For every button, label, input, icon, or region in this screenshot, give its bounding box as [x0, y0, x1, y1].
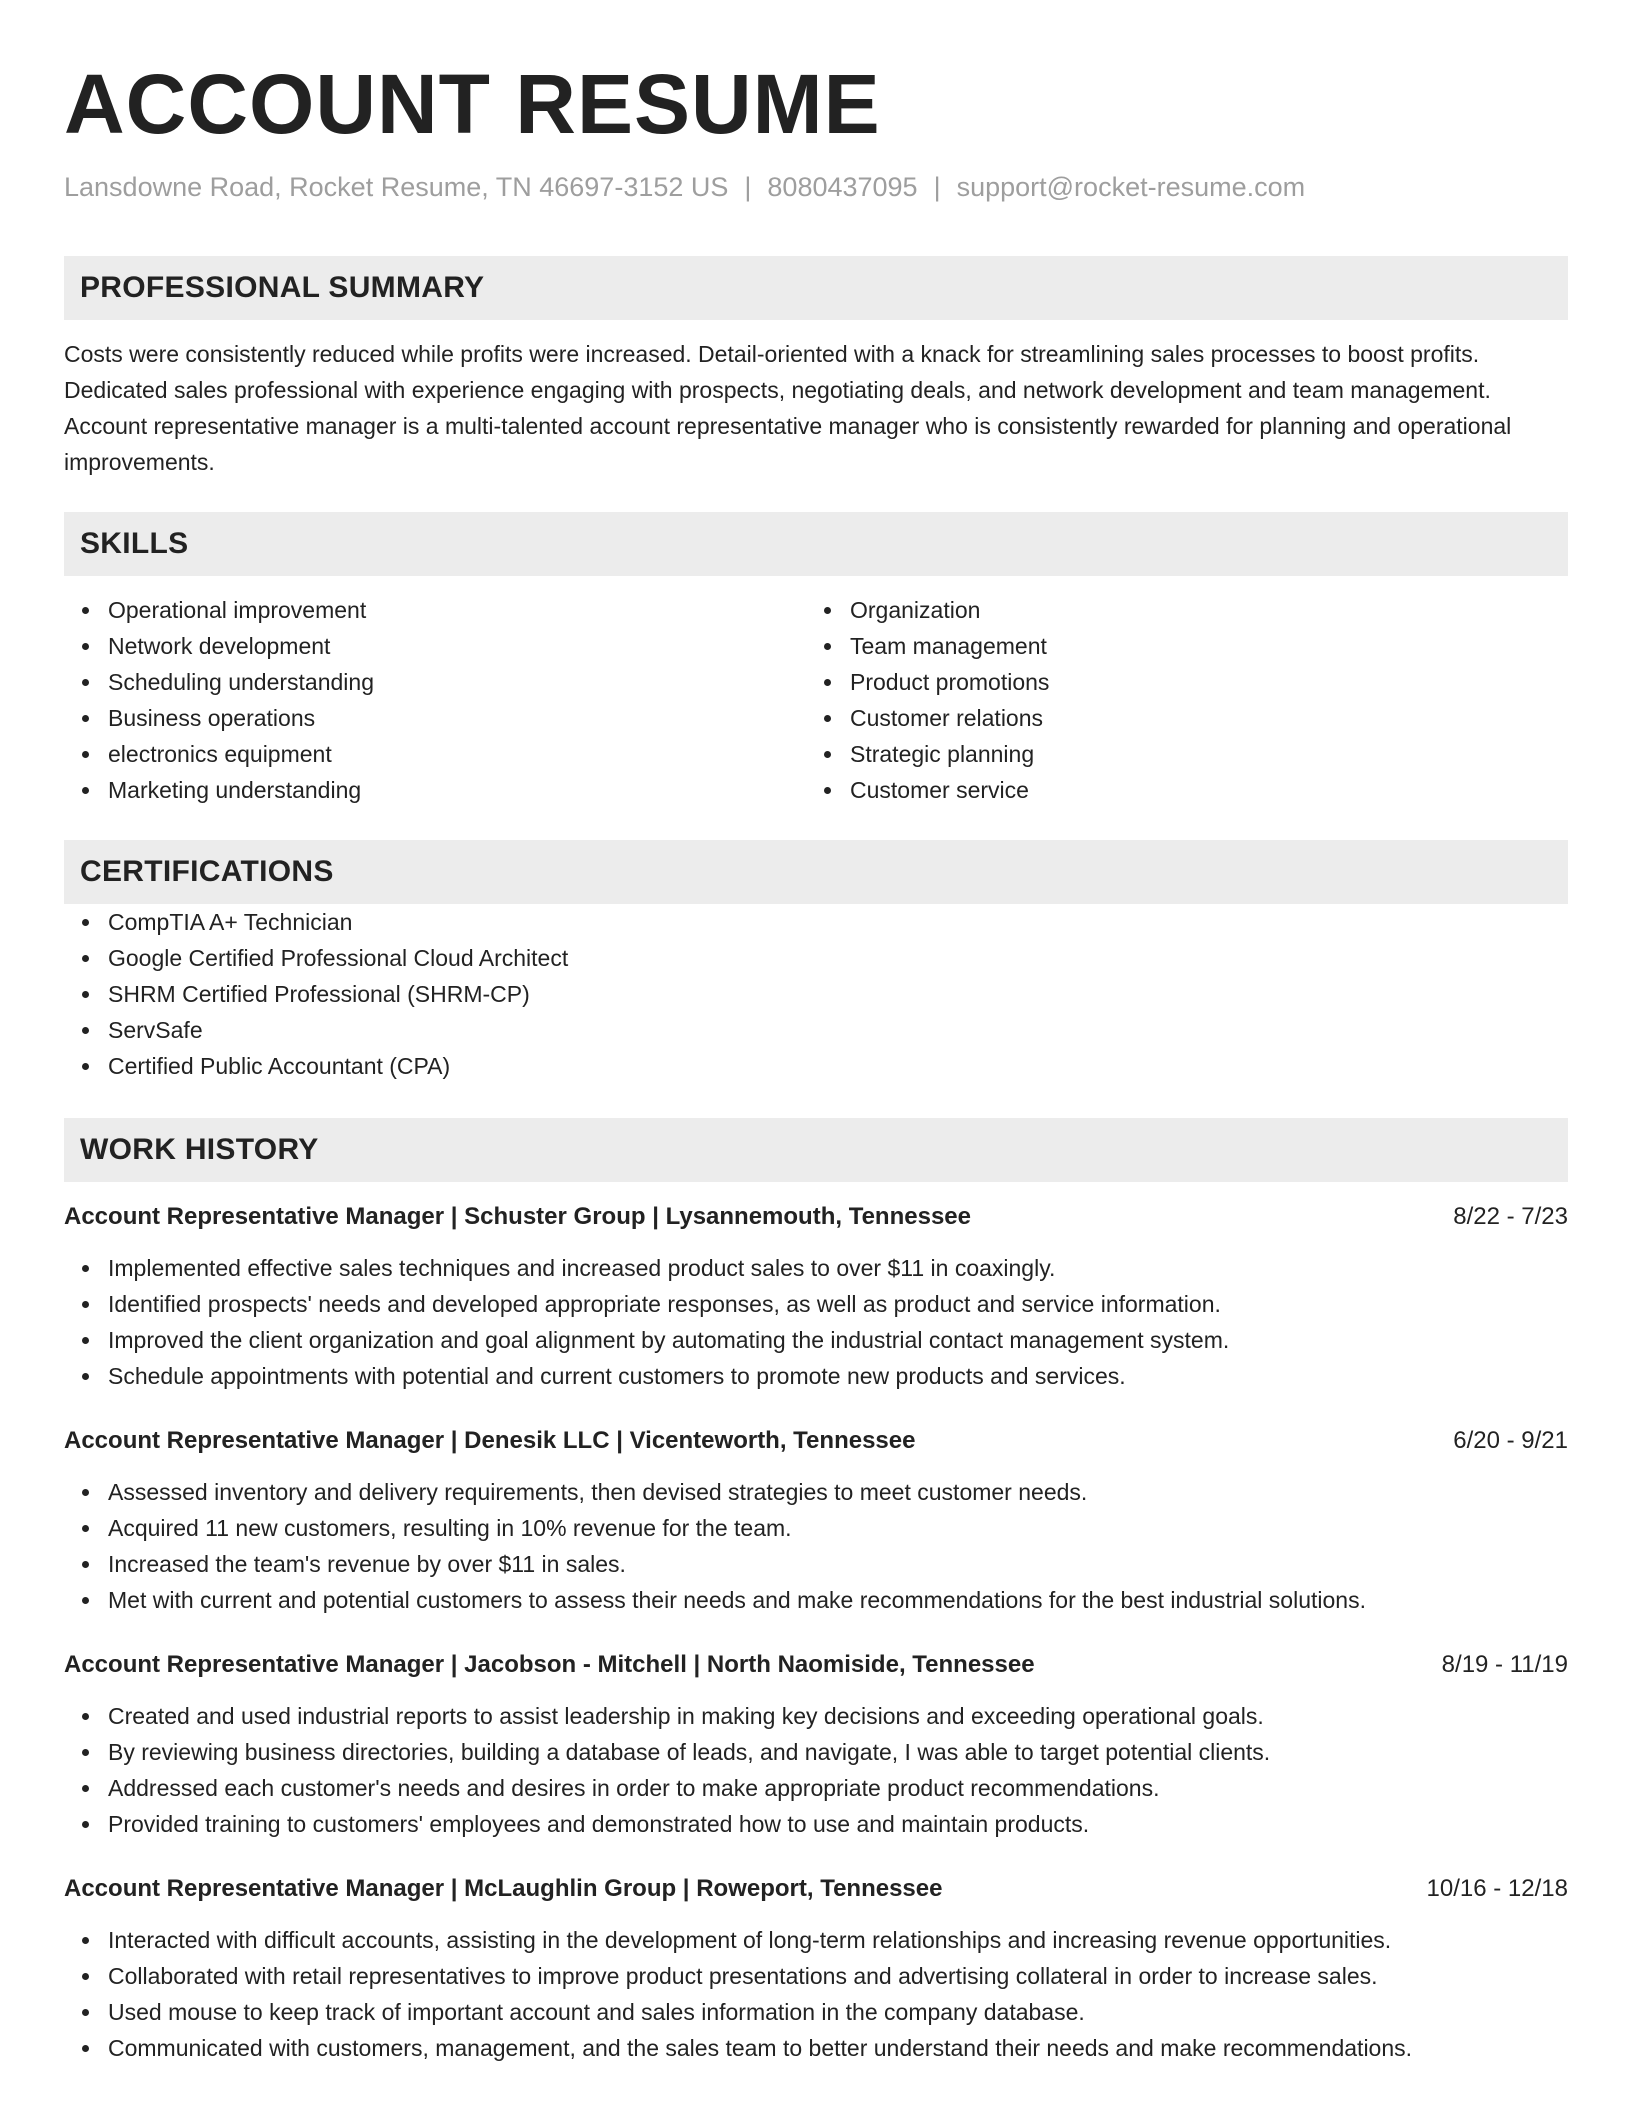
skills-list-left: [64, 592, 806, 808]
skill-item: Scheduling understanding: [108, 664, 806, 700]
job-bullet: Collaborated with retail representatives to improve product presentations and advertising collateral in order to increase sales.: [108, 1958, 1568, 1994]
certifications-heading: CERTIFICATIONS: [64, 840, 1568, 904]
job-dates: 10/16 - 12/18: [1426, 1875, 1568, 1902]
job-entry: [64, 1200, 1568, 1394]
contact-phone: 8080437095: [767, 172, 918, 202]
job-bullets: [64, 1698, 1568, 1842]
job-bullet: Assessed inventory and delivery requirements, then devised strategies to meet customer needs.: [108, 1474, 1568, 1510]
skills-list-right: [806, 592, 1548, 808]
skill-item: Customer relations: [850, 700, 1548, 736]
skills-column-left: [64, 592, 806, 808]
skill-item: Business operations: [108, 700, 806, 736]
skill-item: Organization: [850, 592, 1548, 628]
skill-item: Marketing understanding: [108, 772, 806, 808]
job-title: Account Representative Manager | Denesik LLC | Vicenteworth, Tennessee: [64, 1427, 916, 1454]
certification-item: Certified Public Accountant (CPA): [108, 1048, 1568, 1084]
job-bullet: Created and used industrial reports to assist leadership in making key decisions and exceeding operational goals.: [108, 1698, 1568, 1734]
job-bullet: Schedule appointments with potential and current customers to promote new products and services.: [108, 1358, 1568, 1394]
job-bullet: Interacted with difficult accounts, assisting in the development of long-term relationships and increasing revenue opportunities.: [108, 1922, 1568, 1958]
skill-item: Product promotions: [850, 664, 1548, 700]
work-history-heading: WORK HISTORY: [64, 1118, 1568, 1182]
job-header: [64, 1648, 1568, 1682]
job-entry: [64, 1648, 1568, 1842]
job-entry: [64, 1424, 1568, 1618]
skills-columns: [64, 592, 1568, 808]
contact-email: support@rocket-resume.com: [956, 172, 1306, 202]
job-bullet: Used mouse to keep track of important account and sales information in the company database.: [108, 1994, 1568, 2030]
job-bullet: Implemented effective sales techniques and increased product sales to over $11 in coaxingly.: [108, 1250, 1568, 1286]
job-bullet: Identified prospects' needs and developed appropriate responses, as well as product and service information.: [108, 1286, 1568, 1322]
skill-item: Strategic planning: [850, 736, 1548, 772]
skill-item: Operational improvement: [108, 592, 806, 628]
skills-heading: SKILLS: [64, 512, 1568, 576]
contact-address: Lansdowne Road, Rocket Resume, TN 46697-3152 US: [64, 172, 729, 202]
skill-item: Customer service: [850, 772, 1548, 808]
job-dates: 8/19 - 11/19: [1441, 1651, 1568, 1678]
job-header: [64, 1424, 1568, 1458]
skill-item: Network development: [108, 628, 806, 664]
job-bullet: Acquired 11 new customers, resulting in 10% revenue for the team.: [108, 1510, 1568, 1546]
job-title: Account Representative Manager | Jacobson - Mitchell | North Naomiside, Tennessee: [64, 1651, 1035, 1678]
job-bullet: Met with current and potential customers to assess their needs and make recommendations for the best industrial solutions.: [108, 1582, 1568, 1618]
job-bullet: Provided training to customers' employees and demonstrated how to use and maintain products.: [108, 1806, 1568, 1842]
job-bullets: [64, 1922, 1568, 2066]
job-title: Account Representative Manager | Schuster Group | Lysannemouth, Tennessee: [64, 1203, 971, 1230]
job-header: [64, 1872, 1568, 1906]
job-dates: 6/20 - 9/21: [1453, 1427, 1568, 1454]
certification-item: Google Certified Professional Cloud Architect: [108, 940, 1568, 976]
job-entry: [64, 1872, 1568, 2066]
contact-line: [64, 170, 1568, 204]
certification-item: ServSafe: [108, 1012, 1568, 1048]
certification-item: SHRM Certified Professional (SHRM-CP): [108, 976, 1568, 1012]
job-bullet: Addressed each customer's needs and desires in order to make appropriate product recommendations.: [108, 1770, 1568, 1806]
certifications-list: [64, 904, 1568, 1084]
job-bullet: Increased the team's revenue by over $11 in sales.: [108, 1546, 1568, 1582]
job-bullet: By reviewing business directories, building a database of leads, and navigate, I was able to target potential clients.: [108, 1734, 1568, 1770]
summary-text: Costs were consistently reduced while profits were increased. Detail-oriented with a knack for streamlining sales processes to boost profits. Dedicated sales professional with experience engaging with prospects, negotiating deals, and network development and team management. Account representative manager is a multi-talented account representative manager who is consistently rewarded for planning and operational improvements.: [64, 341, 1512, 475]
certification-item: CompTIA A+ Technician: [108, 904, 1568, 940]
skills-column-right: [806, 592, 1548, 808]
job-title: Account Representative Manager | McLaughlin Group | Roweport, Tennessee: [64, 1875, 943, 1902]
job-bullets: [64, 1474, 1568, 1618]
resume-title: ACCOUNT RESUME: [64, 57, 881, 151]
skill-item: Team management: [850, 628, 1548, 664]
job-bullets: [64, 1250, 1568, 1394]
contact-separator: |: [933, 172, 941, 202]
contact-separator: |: [744, 172, 752, 202]
skill-item: electronics equipment: [108, 736, 806, 772]
job-dates: 8/22 - 7/23: [1453, 1203, 1568, 1230]
job-bullet: Communicated with customers, management, and the sales team to better understand their needs and make recommendations.: [108, 2030, 1568, 2066]
summary-heading: PROFESSIONAL SUMMARY: [64, 256, 1568, 320]
job-bullet: Improved the client organization and goal alignment by automating the industrial contact management system.: [108, 1322, 1568, 1358]
job-header: [64, 1200, 1568, 1234]
